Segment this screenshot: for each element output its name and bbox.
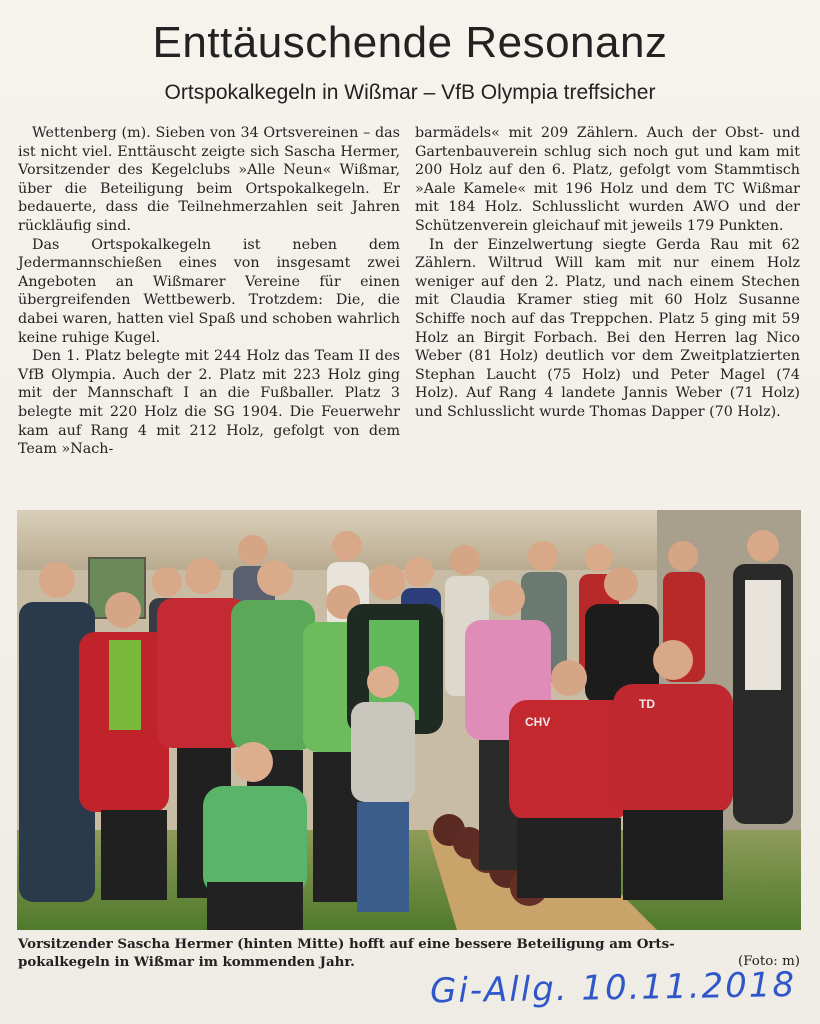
paragraph: In der Einzelwertung siegte Gerda Rau mit 62 Zählern. Wiltrud Will kam mit nur einem Holz weniger auf den 2. Platz, und nach einem Stechen mit Claudia Kramer stieg mit 60 Holz Susanne Schiffe noch auf das Treppchen. Platz 5 ging mit 59 Holz an Birgit Forbach. Bei den Herren lag Nico Weber (81 Holz) deutlich vor dem Zweitplatzierten Stephan Laucht (75 Holz) und Peter Magel (74 Holz). Auf Rang 4 landete Jannis Weber (71 Holz) und Schlusslicht wurde Thomas Dapper (70 Holz).	[415, 236, 800, 420]
paragraph: Den 1. Platz belegte mit 244 Holz das Team II des VfB Olympia. Auch der 2. Platz mit 223 Holz ging mit der Mannschaft I an die Fußballer. Platz 3 belegte mit 220 Holz die SG 1904. Die Feuerwehr kam auf Rang 4 mit 212 Holz, gefolgt von dem Team »Nach-	[18, 348, 400, 458]
photo-credit: (Foto: m)	[738, 954, 800, 969]
group-photo	[17, 510, 801, 930]
paragraph: barmädels« mit 209 Zählern. Auch der Obst- und Gartenbauverein schlug sich noch gut und kam mit 200 Holz auf den 6. Platz, gefolgt vom Stammtisch »Aale Kamele« mit 196 Holz und dem TC Wißmar mit 184 Holz. Schlusslicht wurden AWO und der Schützenverein gleichauf mit jeweils 179 Punkten.	[415, 125, 800, 234]
caption-line: Vorsitzender Sascha Hermer (hinten Mitte) hofft auf eine bessere Beteiligung am Orts-	[18, 936, 675, 952]
paragraph: Wettenberg (m). Sieben von 34 Ortsvereinen – das ist nicht viel. Enttäuscht zeigte sich Sascha Hermer, Vorsitzender des Kegelclubs »Alle Neun« Wißmar, über die Beteiligung beim Ortspokalkegeln. Er bedauerte, dass die Teilnehmerzahlen seit Jahren rückläufig sind.	[18, 125, 400, 234]
article-column-left	[18, 124, 400, 459]
headline: Enttäuschende Resonanz	[152, 18, 668, 67]
shirt-print: CHV	[525, 715, 551, 729]
group-photo-illustration	[17, 510, 801, 930]
subheadline: Ortspokalkegeln in Wißmar – VfB Olympia treffsicher	[164, 81, 656, 104]
paragraph: Das Ortspokalkegeln ist neben dem Jedermannschießen eines von insgesamt zwei Angeboten an Wißmarer Vereine für einen übergreifenden Wettbewerb. Trotzdem: Die, die dabei waren, hatten viel Spaß und schoben wahrlich keine ruhige Kugel.	[18, 236, 400, 346]
shirt-print: TD	[639, 697, 655, 711]
caption-line: pokalkegeln in Wißmar im kommenden Jahr.	[18, 954, 355, 970]
article-column-right	[415, 124, 800, 422]
handwritten-source-note: Gi-Allg. 10.11.2018	[429, 964, 797, 1012]
